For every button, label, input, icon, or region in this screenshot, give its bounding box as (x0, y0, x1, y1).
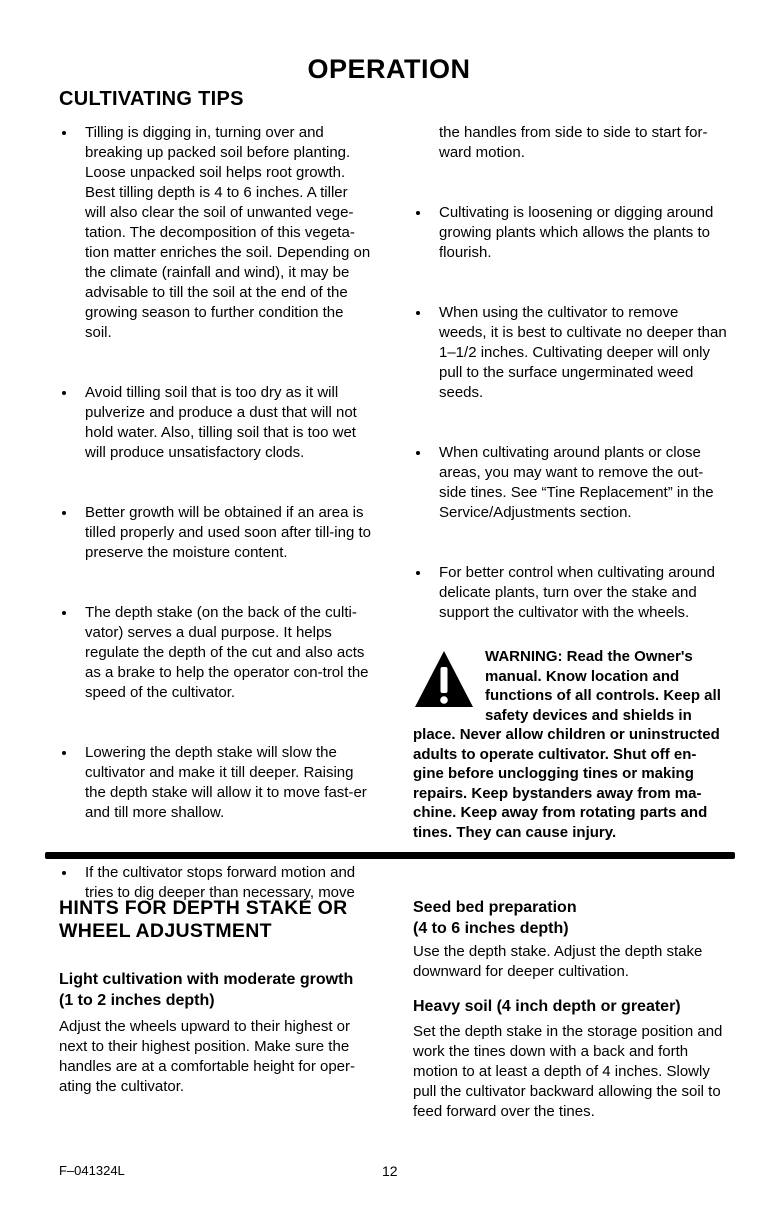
light-cultivation-text: Adjust the wheels upward to their highest or next to their highest position. Make sure the handles are at a comfortable height for oper-ating the cultivator. (59, 1018, 356, 1095)
list-item (59, 603, 371, 703)
page-number: 12 (382, 1163, 398, 1179)
bullet-icon (62, 131, 66, 135)
light-cultivation-block (59, 969, 379, 1097)
heavy-soil-text: Set the depth stake in the storage position and work the tines down with a back and forth motion to at least a depth of 4 inches. Slowly pull the cultivator backward allowing the soil to feed forward over the tines. (413, 1023, 723, 1120)
bullet-text: Better growth will be obtained if an area is tilled properly and used soon after till-ing to preserve the moisture content. (85, 504, 371, 561)
section-divider (45, 852, 735, 859)
cultivating-right-column (413, 123, 727, 842)
seed-bed-text: Use the depth stake. Adjust the depth stake downward for deeper cultivation. (413, 943, 703, 980)
list-item (413, 443, 727, 523)
document-code: F–041324L (59, 1163, 125, 1178)
hints-heading: HINTS FOR DEPTH STAKE OR WHEEL ADJUSTMENT (59, 897, 348, 942)
bullet-icon (62, 871, 66, 875)
bullet-icon (62, 751, 66, 755)
light-cultivation-depth: (1 to 2 inches depth) (59, 992, 215, 1009)
warning-text: WARNING: Read the Owner's manual. Know location and functions of all controls. Keep all safety devices and shields in place. Never allow children or uninstructed adults to operate cultivator. Shut off en-gine before unclogging tines or making repairs. Keep bystanders away from ma-chine. Keep away from rotating parts and tines. They can cause injury. (413, 648, 721, 841)
list-item (59, 743, 371, 823)
page-title: OPERATION (307, 54, 471, 84)
bullet-text: When using the cultivator to remove weeds, it is best to cultivate no deeper than 1–1/2 inches. Cultivating deeper will only pull to the surface ungerminated weed seeds. (439, 304, 727, 401)
bullet-icon (62, 611, 66, 615)
bullet-text: Cultivating is loosening or digging around growing plants which allows the plants to flourish. (439, 204, 714, 261)
seed-bed-block (413, 897, 733, 982)
list-item (59, 503, 371, 563)
bullet-icon (62, 391, 66, 395)
bullet-icon (416, 451, 420, 455)
safety-warning (413, 647, 727, 842)
cultivating-tips-heading: CULTIVATING TIPS (59, 88, 244, 110)
list-item (59, 123, 371, 343)
bullet-icon (416, 311, 420, 315)
cultivating-left-column (59, 123, 371, 923)
seed-bed-depth: (4 to 6 inches depth) (413, 920, 569, 937)
warning-triangle-icon (413, 649, 475, 709)
list-item (413, 203, 727, 263)
bullet-icon (416, 571, 420, 575)
bullet-text: Lowering the depth stake will slow the cultivator and make it till deeper. Raising the depth stake will allow it to move fast-er and till more shallow. (85, 744, 367, 821)
bullet-text: Avoid tilling soil that is too dry as it will pulverize and produce a dust that will not hold water. Also, tilling soil that is too wet will produce unsatisfactory clods. (85, 384, 357, 461)
heavy-soil-heading: Heavy soil (4 inch depth or greater) (413, 998, 681, 1015)
continued-text: the handles from side to side to start for-ward motion. (439, 124, 708, 161)
list-item (413, 563, 727, 623)
bullet-text: Tilling is digging in, turning over and breaking up packed soil before planting. Loose unpacked soil helps root growth. Best tilling depth is 4 to 6 inches. A tiller will also clear the soil of unwanted vege-tation. The decomposition of this vegeta-tion matter enriches the soil. Depending on the climate (rainfall and wind), it may be advisable to till the soil at the end of the growing season to further condition the soil. (85, 124, 371, 341)
bullet-text: When cultivating around plants or close areas, you may want to remove the out-side tines. See “Tine Replacement” in the Service/Adjustments section. (439, 444, 714, 521)
bullet-icon (416, 211, 420, 215)
list-item (413, 303, 727, 403)
bullet-text: The depth stake (on the back of the culti-vator) serves a dual purpose. It helps regulate the depth of the cut and also acts as a brake to help the operator con-trol the speed of the cultivator. (85, 604, 369, 701)
bullet-icon (62, 511, 66, 515)
heavy-soil-block (413, 996, 733, 1122)
light-cultivation-heading: Light cultivation with moderate growth (59, 971, 354, 988)
bullet-text: For better control when cultivating around delicate plants, turn over the stake and support the cultivator with the wheels. (439, 564, 715, 621)
bullet-text: If the cultivator stops forward motion and tries to dig deeper than necessary, move (85, 864, 356, 901)
list-item (59, 383, 371, 463)
seed-bed-heading: Seed bed preparation (413, 899, 577, 916)
